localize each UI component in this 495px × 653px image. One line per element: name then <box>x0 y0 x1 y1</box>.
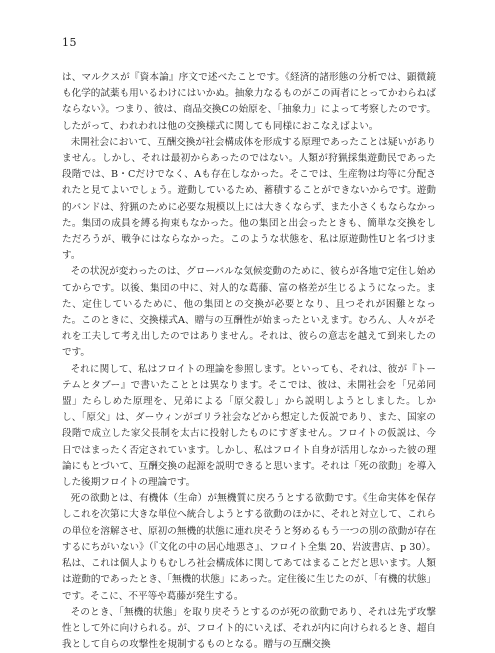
page-number: 15 <box>62 36 77 49</box>
body-text <box>62 70 436 653</box>
paragraph-2: 未開社会において、互酬交換が社会構成体を形成する原理であったことは疑いがありません。しかし、それは最初からあったのではない。人類が狩猟採集遊動民であった段階では、B・Cだけでなく、Aも存在しなかった。そこでは、生産物は均等に分配されたと見てよいでしょう。遊動しているため、蓄積することができないからです。遊動的バンドは、狩猟のために必要な規模以上には大きくならず、また小さくもならなかった。集団の成員を縛る拘束もなかった。他の集団と出会ったときも、簡単な交換をしただろうが、戦争にはならなかった。このような状態を、私は原遊動性Uと名づけます。 <box>62 136 436 262</box>
paragraph-3: その状況が変わったのは、グローバルな気候変動のために、彼らが各地で定住し始めてからです。以後、集団の中に、対人的な葛藤、富の格差が生じるようになった。また、定住しているために、他の集団との交換が必要となり、且つそれが困難となった。このときに、交換様式A、贈与の互酬性が始まったといえます。むろん、人々がそれを工夫して考え出したのではありません。それは、彼らの意志を越えて到来したのです。 <box>62 266 436 359</box>
paragraph-1: は、マルクスが『資本論』序文で述べたことです。《経済的諸形態の分析では、顕微鏡も化学的試薬も用いるわけにはいかぬ。抽象力なるものがこの両者にとってかわらねばならない》。つまり、彼は、商品交換Cの始原を、「抽象力」によって考察したのです。したがって、われわれは他の交換様式に関しても同様におこなえばよい。 <box>62 72 436 132</box>
paragraph-6: そのとき、「無機的状態」を取り戻そうとするのが死の欲動であり、それは先ず攻撃性として外に向けられる。が、フロイト的にいえば、それが内に向けられるとき、超自我として自らの攻撃性を規制するものとなる。贈与の互酬交換 <box>62 606 436 651</box>
paragraph-5: 死の欲動とは、有機体（生命）が無機質に戻ろうとする欲動です。《生命実体を保存しこれを次第に大きな単位へ統合しようとする欲動のほかに、それと対立して、これらの単位を溶解させ、原初の無機的状態に連れ戻そうと努めるもう一つの別の欲動が存在するにちがいない》（『文化の中の居心地悪さ』、フロイト全集 20、岩波書店、p 30）。私は、これは個人よりもむしろ社会構成体に関してあてはまることだと思います。人類は遊動的であったとき、「無機的状態」にあった。定住後に生じたのが、「有機的状態」です。そこに、不平等や葛藤が発生する。 <box>62 493 436 602</box>
paragraph-4: それに関して、私はフロイトの理論を参照します。といっても、それは、彼が『トーテムとタブー』で書いたこととは異なります。そこでは、彼は、未開社会を「兄弟同盟」たらしめた原理を、兄弟による「原父殺し」から説明しようとしました。しかし、「原父」は、ダーウィンがゴリラ社会などから想定した仮説であり、また、国家の段階で成立した家父長制を太古に投射したものにすぎません。フロイトの仮説は、今日ではまったく否定されています。しかし、私はフロイト自身が活用しなかった彼の理論にもとづいて、互酬交換の起源を説明できると思います。それは「死の欲動」を導入した後期フロイトの理論です。 <box>62 363 436 489</box>
